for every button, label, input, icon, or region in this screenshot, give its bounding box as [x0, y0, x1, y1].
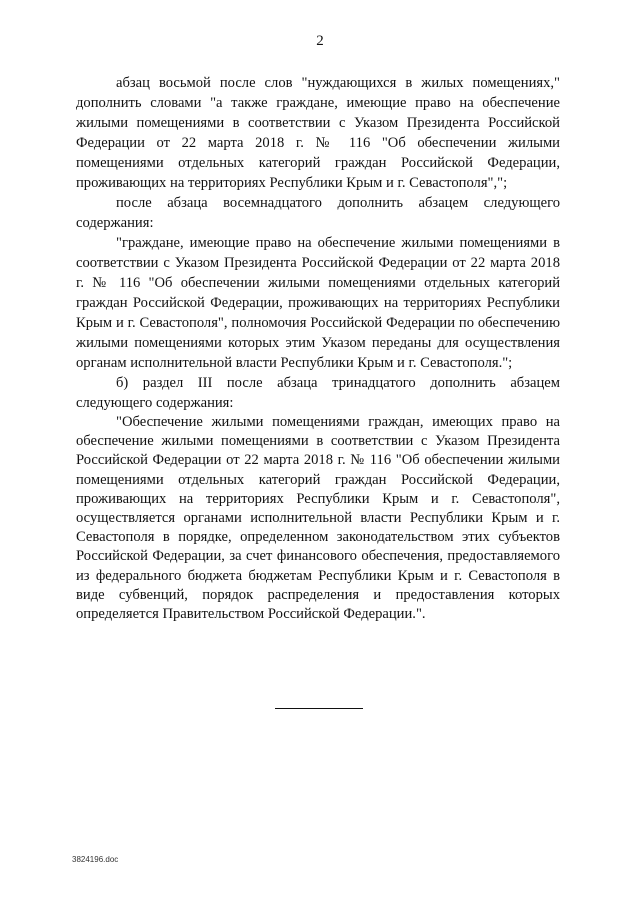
paragraph-2: после абзаца восемнадцатого дополнить абзацем следующего содержания:	[76, 195, 560, 231]
paragraph-3: "граждане, имеющие право на обеспечение жилыми помещениями в соответствии с Указом Президента Российской Федерации от 22 марта 2018 г. № 116 "Об обеспечении жилыми помещениями отдельных категорий граждан Российской Федерации, проживающих на территориях Республики Крым и г. Севастополя", полномочия Российской Федерации по обеспечению жилыми помещениями которых этим Указом переданы для осуществления органам исполнительной власти Республики Крым и г. Севастополя.";	[76, 235, 560, 371]
document-file-id: 3824196.doc	[72, 855, 119, 864]
page-number: 2	[316, 33, 324, 49]
document-body	[76, 73, 560, 624]
paragraph-1: абзац восьмой после слов "нуждающихся в жилых помещениях," дополнить словами "а также граждане, имеющие право на обеспечение жилыми помещениями в соответствии с Указом Президента Российской Федерации от 22 марта 2018 г. № 116 "Об обеспечении жилыми помещениями отдельных категорий граждан Российской Федерации, проживающих на территориях Республики Крым и г. Севастополя",";	[76, 75, 560, 191]
paragraph-5: "Обеспечение жилыми помещениями граждан, имеющих право на обеспечение жилыми помещениями в соответствии с Указом Президента Российской Федерации от 22 марта 2018 г. № 116 "Об обеспечении жилыми помещениями отдельных категорий граждан Российской Федерации, проживающих на территориях Республики Крым и г. Севастополя", осуществляется органами исполнительной власти Республики Крым и г. Севастополя в порядке, определенном законодательством этих субъектов Российской Федерации, за счет финансового обеспечения, предоставляемого из федерального бюджета бюджетам Республики Крым и г. Севастополя в виде субвенций, порядок распределения и предоставления которых определяется Правительством Российской Федерации.".	[76, 414, 560, 623]
end-of-text-rule	[275, 708, 363, 709]
paragraph-4: б) раздел III после абзаца тринадцатого дополнить абзацем следующего содержания:	[76, 375, 560, 411]
